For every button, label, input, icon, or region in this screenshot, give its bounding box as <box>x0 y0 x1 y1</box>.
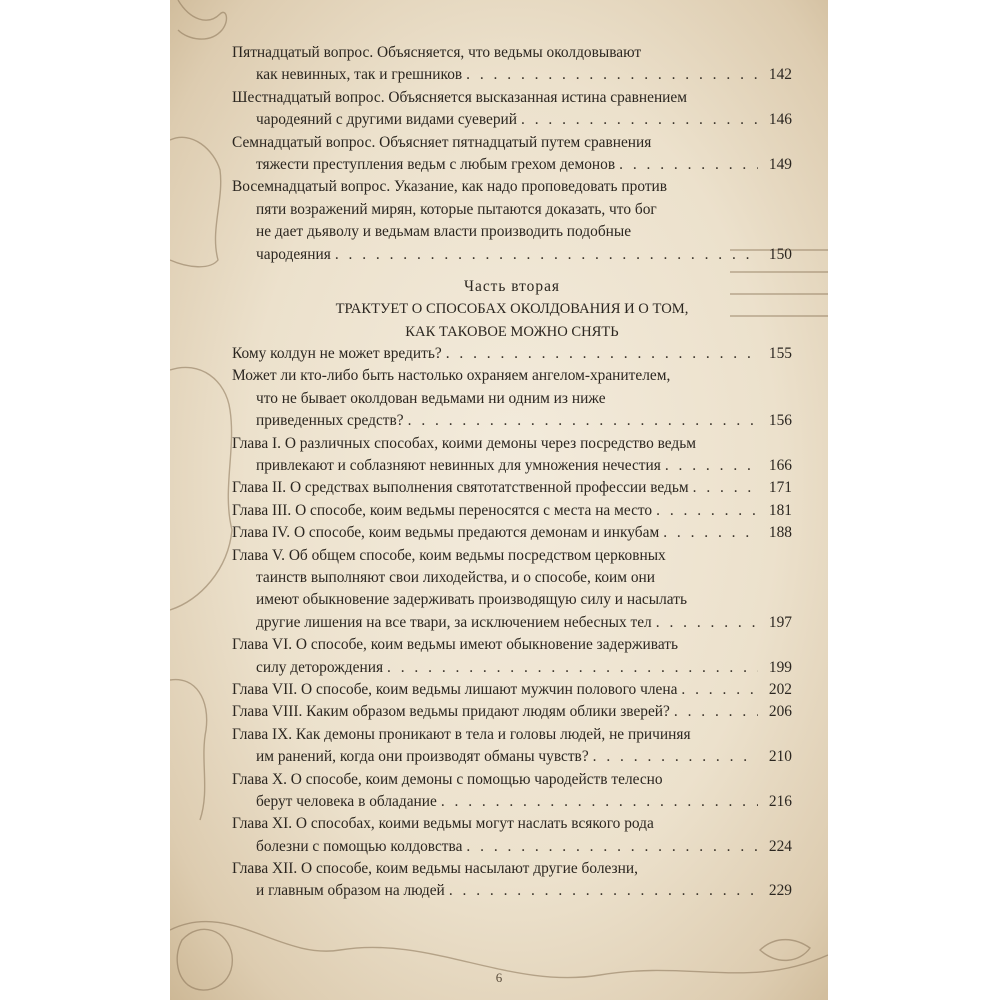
toc-entry-text: тяжести преступления ведьм с любым грехом демонов <box>256 155 616 173</box>
toc-entry-text: что не бывает околдован ведьмами ни одним из ниже <box>256 389 606 407</box>
toc-entry-text: им ранений, когда они производят обманы чувств? <box>256 748 589 766</box>
dot-leader <box>521 109 758 131</box>
toc-entry-text: другие лишения на все твари, за исключением небесных тел <box>256 613 652 631</box>
toc-part-one-tail <box>232 42 792 266</box>
toc-entry-text: чародеяний с другими видами суеверий <box>256 111 518 129</box>
toc-entry <box>232 343 792 365</box>
toc-entry-text: Глава IV. О способе, коим ведьмы предаются демонам и инкубам <box>232 524 660 542</box>
toc-entry <box>232 724 792 769</box>
toc-part-two <box>232 343 792 903</box>
toc-entry-text: Глава I. О различных способах, коими демоны через посредство ведьм <box>232 434 697 452</box>
toc-page-number: 206 <box>768 703 792 721</box>
toc-page-number: 229 <box>768 882 792 900</box>
toc-entry-text: Может ли кто-либо быть настолько охраняем ангелом-хранителем, <box>232 367 671 385</box>
part-two-heading <box>232 276 792 343</box>
toc-page-number: 202 <box>768 680 792 698</box>
toc-entry <box>232 433 792 478</box>
dot-leader <box>674 701 758 723</box>
toc-entry <box>232 176 792 266</box>
dot-leader <box>335 244 758 266</box>
toc-entry-text: берут человека в обладание <box>256 792 437 810</box>
dot-leader <box>665 455 758 477</box>
toc-entry <box>232 545 792 635</box>
left-figure-illustration <box>170 137 221 266</box>
toc-entry <box>232 813 792 858</box>
dot-leader <box>593 746 758 768</box>
toc-entry-text: Глава XI. О способах, коими ведьмы могут наслать всякого рода <box>232 815 654 833</box>
toc-page-number: 188 <box>768 524 792 542</box>
page-number: 6 <box>495 970 503 985</box>
toc-entry-text: Пятнадцатый вопрос. Объясняется, что ведьмы околдовывают <box>232 44 642 61</box>
toc-entry-text: не дает дьяволу и ведьмам власти производить подобные <box>256 223 632 241</box>
toc-entry-text: как невинных, так и грешников <box>256 66 463 84</box>
toc-page-number: 166 <box>768 457 792 475</box>
toc-entry-text: Глава XII. О способе, коим ведьмы насылают другие болезни, <box>232 860 638 878</box>
dot-leader <box>449 880 758 902</box>
toc-entry <box>232 522 792 544</box>
toc-entry <box>232 679 792 701</box>
dot-leader <box>693 477 758 499</box>
dot-leader <box>466 836 758 858</box>
toc-entry-text: Кому колдун не может вредить? <box>232 345 442 363</box>
dot-leader <box>619 154 758 176</box>
toc-entry-text: Глава IX. Как демоны проникают в тела и головы людей, не причиняя <box>232 725 691 743</box>
dot-leader <box>663 522 758 544</box>
toc-page-number: 216 <box>768 792 792 810</box>
toc-entry-text: и главным образом на людей <box>256 882 445 900</box>
toc-page-number: 171 <box>768 479 792 497</box>
toc-entry-text: приведенных средств? <box>256 412 404 430</box>
toc-page-number: 155 <box>768 345 792 363</box>
toc-page-number: 142 <box>768 66 792 84</box>
toc-page-number: 199 <box>768 658 792 676</box>
toc-entry-text: Глава VIII. Каким образом ведьмы придают людям облики зверей? <box>232 703 670 721</box>
toc-entry <box>232 500 792 522</box>
dot-leader <box>656 612 758 634</box>
bottom-right-bird-illustration <box>760 940 810 961</box>
toc-entry-text: привлекают и соблазняют невинных для умножения нечестия <box>256 457 661 475</box>
toc-entry-text: чародеяния <box>256 245 331 263</box>
toc-page-number: 210 <box>768 748 792 766</box>
dot-leader <box>408 410 758 432</box>
toc-entry <box>232 634 792 679</box>
dot-leader <box>446 343 758 365</box>
toc-entry <box>232 87 792 132</box>
toc-entry-text: таинств выполняют свои лиходейства, и о способе, коим они <box>256 568 656 586</box>
toc-entry-text: болезни с помощью колдовства <box>256 837 463 855</box>
toc-entry <box>232 701 792 723</box>
toc-entry <box>232 42 792 87</box>
toc-entry-text: Глава VII. О способе, коим ведьмы лишают мужчин полового члена <box>232 680 678 698</box>
toc-entry-text: Глава VI. О способе, коим ведьмы имеют обыкновение задерживать <box>232 636 679 654</box>
toc-entry-text: Глава X. О способе, коим демоны с помощью чародейств телесно <box>232 770 663 788</box>
top-left-creature-illustration <box>178 0 226 39</box>
toc-page-number: 149 <box>768 155 792 173</box>
toc-entry <box>232 858 792 903</box>
toc-entry <box>232 477 792 499</box>
part-two-subtitle-line-2: КАК ТАКОВОЕ МОЖНО СНЯТЬ <box>405 323 619 340</box>
left-middle-creature-illustration <box>170 367 232 610</box>
toc-page-number: 156 <box>768 412 792 430</box>
toc-page-number: 181 <box>768 501 792 519</box>
dot-leader <box>441 791 758 813</box>
toc-entry-text: силу деторождения <box>256 658 384 676</box>
part-two-subtitle-line-1: ТРАКТУЕТ О СПОСОБАХ ОКОЛДОВАНИЯ И О ТОМ, <box>335 301 689 318</box>
dot-leader <box>387 657 758 679</box>
toc-entry <box>232 769 792 814</box>
toc-page-number: 146 <box>768 111 792 129</box>
dot-leader <box>656 500 758 522</box>
toc-entry-text: пяти возражений мирян, которые пытаются доказать, что бог <box>256 200 657 218</box>
dot-leader <box>466 64 758 86</box>
left-lower-creature-illustration <box>170 680 207 820</box>
toc-entry-text: Глава V. Об общем способе, коим ведьмы посредством церковных <box>232 546 666 564</box>
toc-page-number: 150 <box>768 245 792 263</box>
toc-entry <box>232 132 792 177</box>
toc-entry-text: Восемнадцатый вопрос. Указание, как надо проповедовать против <box>232 178 668 196</box>
part-two-title: Часть вторая <box>464 277 560 295</box>
toc-entry-text: имеют обыкновение задерживать производящую силу и насылать <box>256 591 687 609</box>
book-page <box>170 0 828 1000</box>
toc-page-number: 197 <box>768 613 792 631</box>
dot-leader <box>681 679 758 701</box>
toc-entry-text: Семнадцатый вопрос. Объясняет пятнадцатый путем сравнения <box>232 133 652 151</box>
toc-entry <box>232 365 792 432</box>
toc-entry-text: Глава III. О способе, коим ведьмы переносятся с места на место <box>232 501 653 519</box>
table-of-contents <box>232 42 792 903</box>
toc-entry-text: Шестнадцатый вопрос. Объясняется высказанная истина сравнением <box>232 88 687 106</box>
toc-entry-text: Глава II. О средствах выполнения святотатственной профессии ведьм <box>232 479 689 497</box>
toc-page-number: 224 <box>768 837 792 855</box>
